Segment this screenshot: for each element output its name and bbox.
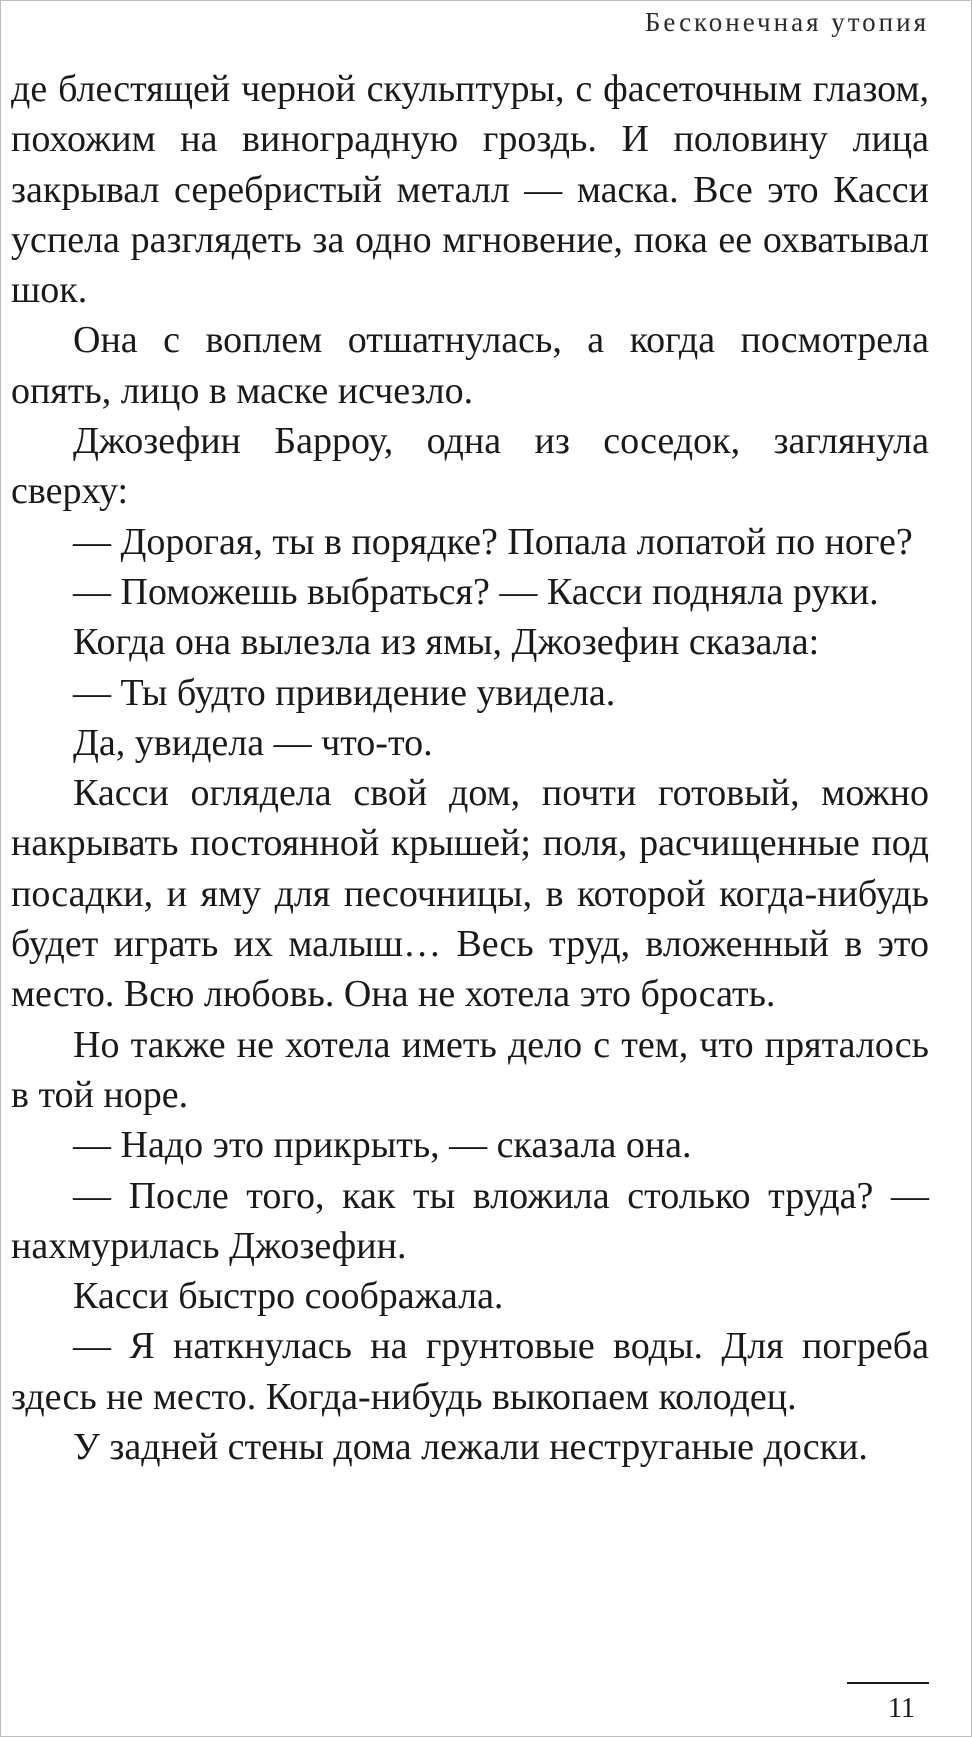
paragraph: Но также не хотела иметь дело с тем, что пряталось в той норе. xyxy=(11,1023,929,1116)
paragraph: Джозефин Барроу, одна из соседок, заглянула сверху: xyxy=(11,420,929,513)
paragraph: — Поможешь выбраться? — Касси подняла руки. xyxy=(73,570,879,613)
paragraph: — Дорогая, ты в порядке? Попала лопатой по ноге? xyxy=(73,520,913,563)
running-title: Бесконечная утопия xyxy=(644,7,929,37)
paragraph: Касси оглядела свой дом, почти готовый, можно накрывать постоянной крышей; поля, расчищенные под посадки, и яму для песочницы, в которой когда-нибудь будет играть их малыш… Весь труд, вложенный в это место. Всю любовь. Она не хотела это бросать. xyxy=(11,772,929,1016)
paragraph: де блестящей черной скульптуры, с фасеточным глазом, похожим на виноградную гроздь. И половину лица закрывал серебристый металл — маска. Все это Касси успела разглядеть за одно мгновение, пока ее охватывал шок. xyxy=(11,68,929,312)
paragraph: Когда она вылезла из ямы, Джозефин сказала: xyxy=(73,621,820,664)
page-number: 11 xyxy=(888,1693,915,1724)
paragraph: — Надо это прикрыть, — сказала она. xyxy=(73,1124,692,1167)
paragraph: — После того, как ты вложила столько труда? — нахмурилась Джозефин. xyxy=(11,1174,929,1267)
footer-rule xyxy=(847,1682,929,1684)
paragraph: — Я наткнулась на грунтовые воды. Для погреба здесь не место. Когда-нибудь выкопаем колодец. xyxy=(11,1325,929,1418)
paragraph: — Ты будто привидение увидела. xyxy=(73,671,616,714)
paragraph: Касси быстро соображала. xyxy=(73,1275,504,1318)
paragraph: У задней стены дома лежали неструганые доски. xyxy=(73,1426,868,1469)
paragraph: Она с воплем отшатнулась, а когда посмотрела опять, лицо в маске исчезло. xyxy=(11,319,929,412)
body-text xyxy=(11,64,929,1472)
paragraph: Да, увидела — что-то. xyxy=(73,721,433,764)
